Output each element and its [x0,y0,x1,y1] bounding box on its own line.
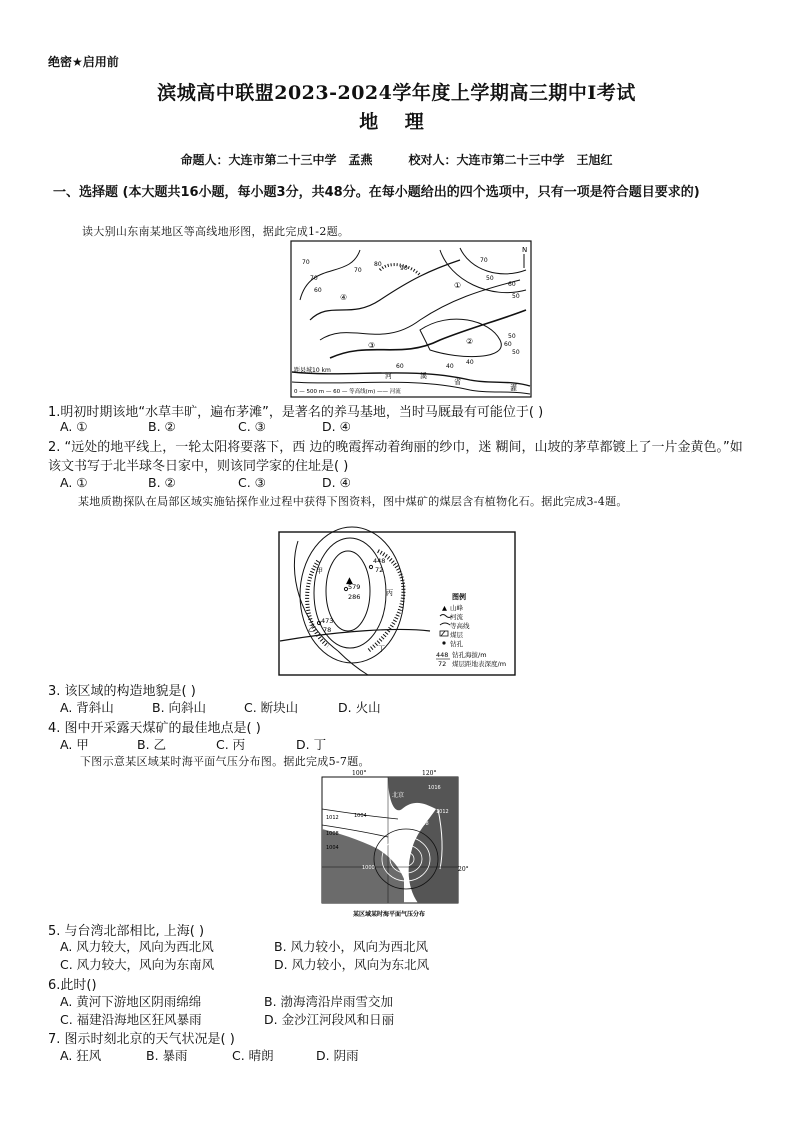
river-label: 省 [454,378,461,386]
question-6-stem: 6.此时() [48,978,97,993]
q1-option-a[interactable]: A. ① [60,419,88,434]
q4-option-b[interactable]: B. 乙 [137,737,167,752]
q2-option-c[interactable]: C. ③ [238,475,266,490]
contour-label: 50 [508,333,516,340]
point-yi: 乙 [308,625,315,633]
contour-label: 60 [504,341,512,348]
q7-option-a[interactable]: A. 狂风 [60,1048,102,1063]
isobar-label: 1012 [326,815,339,821]
q5-option-b[interactable]: B. 风力较小，风向为西北风 [274,939,429,954]
q1-option-b[interactable]: B. ② [148,419,176,434]
drill-elev: 473 [321,617,334,625]
point-4: ④ [340,293,348,302]
river-label: 河 [385,372,392,380]
q7-option-c[interactable]: C. 晴朗 [232,1048,274,1063]
contour-label: 70 [480,257,488,264]
contour-label: 80 [374,261,382,268]
legend-item: 等高线 [450,622,470,630]
contour-label: 50 [512,293,520,300]
isobar-label: 1004 [354,813,367,819]
river-label: 溪 [420,372,427,380]
lon-label: 120° [422,770,437,777]
map-caption: 某区域某时海平面气压分布 [352,911,426,918]
svg-text:▲: ▲ [346,576,353,586]
legend-item: 钻孔 [450,640,463,648]
drill-depth: 78 [323,626,332,634]
q3-option-d[interactable]: D. 火山 [338,700,381,715]
geology-map [278,531,516,676]
contour-label: 70 [310,275,318,282]
legend-elev-label: 钻孔海拔/m [452,651,487,659]
contour-label: 60 [508,281,516,288]
legend-depth: 72 [438,660,447,668]
city-beijing: 北京 [392,792,405,799]
question-2-stem: 2. “远处的地平线上，一轮太阳将要落下，西 边的晚霞挥动着绚丽的纱巾，迷 糊间，山坡的茅草都镀上了一片金黄色。”如该文书写于北半球冬日家中，则该同学家的住址是( ) [48,440,743,474]
contour-map-1 [290,240,532,398]
contour-label: 40 [446,363,454,370]
legend-item: 煤层 [450,631,463,639]
question-3-stem: 3. 该区域的构造地貌是( ) [48,684,196,699]
q7-option-d[interactable]: D. 阴雨 [316,1048,359,1063]
drill-depth: 72 [375,566,384,574]
point-ding: 丁 [378,645,385,653]
contour-label: 60 [396,363,404,370]
q4-option-c[interactable]: C. 丙 [216,737,246,752]
group1-intro: 读大别山东南某地区等高线地形图，据此完成1-2题。 [82,225,350,238]
isobar-label: 1008 [326,831,339,837]
question-1-stem: 1.明初时期该地“水草丰旷，遍布茅滩”，是著名的养马基地，当时马厩最有可能位于( ) [48,405,544,420]
contour-label: 50 [512,349,520,356]
authors-line: 命题人：大连市第二十三中学 孟燕 校对人：大连市第二十三中学 王旭红 [180,153,613,167]
question-7-stem: 7. 图示时刻北京的天气状况是( ) [48,1032,235,1047]
point-3: ③ [368,341,376,350]
contour-label: 90 [400,265,408,272]
subject-title: 地 理 [359,111,434,133]
contour-label: 70 [302,259,310,266]
section-heading: 一、选择题 (本大题共16小题，每小题3分，共48分。在每小题给出的四个选项中，只有一项是符合题目要求的) [53,185,700,200]
q7-option-b[interactable]: B. 暴雨 [146,1048,188,1063]
q5-option-c[interactable]: C. 风力较大，风向为东南风 [60,957,215,972]
point-1: ① [454,281,462,290]
legend-title: 图例 [452,593,466,601]
map-legend: 0 — 500 m — 60 — 等高线(m) —— 河流 [294,389,401,395]
q5-option-a[interactable]: A. 风力较大，风向为西北风 [60,939,214,954]
point-jia: 甲 [316,567,323,575]
isobar-label: 1008 [416,821,429,827]
contour-label: 70 [354,267,362,274]
legend-item: 河流 [450,613,463,621]
question-4-stem: 4. 图中开采露天煤矿的最佳地点是( ) [48,721,261,736]
north-label: N [522,246,528,254]
group3-intro: 下图示意某区域某时海平面气压分布图。据此完成5-7题。 [80,755,370,768]
isobar-label: 1004 [326,845,339,851]
lat-label: 20° [458,866,469,873]
q2-option-b[interactable]: B. ② [148,475,176,490]
q3-option-b[interactable]: B. 向斜山 [152,700,207,715]
q6-option-b[interactable]: B. 渤海湾沿岸雨雪交加 [264,994,394,1009]
q6-option-d[interactable]: D. 金沙江河段风和日丽 [264,1012,395,1027]
legend-depth-label: 煤层距地表深度/m [452,660,507,668]
contour-label: 40 [466,359,474,366]
exam-title: 滨城高中联盟2023-2024学年度上学期高三期中Ⅰ考试 [157,82,636,104]
contour-label: 50 [486,275,494,282]
isobar-label: 1012 [436,809,449,815]
point-2: ② [466,337,474,346]
legend-item: 山峰 [450,604,463,612]
q4-option-a[interactable]: A. 甲 [60,737,89,752]
isobar-label: 1000 [362,865,375,871]
drill-elev: 579 [348,583,361,591]
point-bing: 丙 [386,589,393,597]
svg-text:▲: ▲ [442,604,447,612]
group2-intro: 某地质勘探队在局部区域实施钻探作业过程中获得下图资料，图中煤矿的煤层含有植物化石。据此完成3-4题。 [78,495,628,508]
lon-label: 100° [352,770,367,777]
legend-elev: 448 [436,651,449,659]
q6-option-c[interactable]: C. 福建沿海地区狂风暴雨 [60,1012,202,1027]
drill-depth: 286 [348,593,361,601]
q2-option-a[interactable]: A. ① [60,475,88,490]
question-5-stem: 5. 与台湾北部相比, 上海( ) [48,924,205,939]
pressure-map [318,769,469,919]
q3-option-c[interactable]: C. 断块山 [244,700,299,715]
q5-option-d[interactable]: D. 风力较小，风向为东北风 [274,957,430,972]
q2-option-d[interactable]: D. ④ [322,475,351,490]
river-label: 灌 [510,384,517,392]
q6-option-a[interactable]: A. 黄河下游地区阴雨绵绵 [60,994,202,1009]
isobar-label: 1016 [428,785,441,791]
confidential-label: 绝密★启用前 [48,55,119,69]
scale-note: 距县城10 km [294,367,331,374]
q3-option-a[interactable]: A. 背斜山 [60,700,114,715]
contour-label: 60 [314,287,322,294]
drill-elev: 448 [373,557,386,565]
q1-option-d[interactable]: D. ④ [322,419,351,434]
q4-option-d[interactable]: D. 丁 [296,737,327,752]
q1-option-c[interactable]: C. ③ [238,419,266,434]
